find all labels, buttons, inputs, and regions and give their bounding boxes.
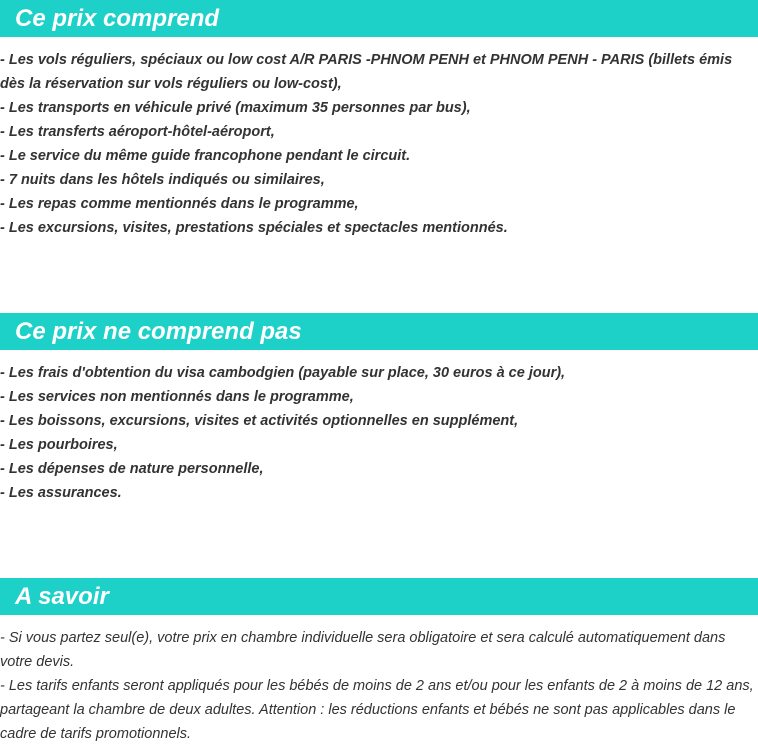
list-item: - Les pourboires, xyxy=(0,437,118,453)
list-item: - 7 nuits dans les hôtels indiqués ou similaires, xyxy=(0,172,325,188)
list-item: - Les frais d'obtention du visa cambodgien (payable sur place, 30 euros à ce jour), xyxy=(0,365,566,381)
section-title-price-includes: Ce prix comprend xyxy=(0,0,758,37)
list-item: - Les boissons, excursions, visites et activités optionnelles en supplément, xyxy=(0,413,519,429)
section-good-to-know xyxy=(0,578,758,746)
list-item: - Les services non mentionnés dans le programme, xyxy=(0,389,354,405)
list-item: - Les dépenses de nature personnelle, xyxy=(0,461,264,477)
list-item: - Le service du même guide francophone pendant le circuit. xyxy=(0,148,411,164)
list-item: - Les assurances. xyxy=(0,485,122,501)
list-item: - Si vous partez seul(e), votre prix en chambre individuelle sera obligatoire et sera calculé automatiquement dans votre devis. xyxy=(0,630,726,670)
price-excludes-list xyxy=(0,361,758,505)
list-item: - Les vols réguliers, spéciaux ou low cost A/R PARIS -PHNOM PENH et PHNOM PENH - PARIS (billets émis dès la réservation sur vols réguliers ou low-cost), xyxy=(0,52,733,92)
section-price-includes xyxy=(0,0,758,240)
section-price-excludes xyxy=(0,313,758,505)
section-title-good-to-know: A savoir xyxy=(0,578,758,615)
list-item: - Les transports en véhicule privé (maximum 35 personnes par bus), xyxy=(0,100,471,116)
list-item: - Les transferts aéroport-hôtel-aéroport, xyxy=(0,124,275,140)
list-item: - Les repas comme mentionnés dans le programme, xyxy=(0,196,359,212)
list-item: - Les tarifs enfants seront appliqués pour les bébés de moins de 2 ans et/ou pour les enfants de 2 à moins de 12 ans, partageant la chambre de deux adultes. Attention : les réductions enfants et bébés ne sont pas applicables dans le cadre de tarifs promotionnels. xyxy=(0,678,754,742)
list-item: - Les excursions, visites, prestations spéciales et spectacles mentionnés. xyxy=(0,220,508,236)
price-includes-list xyxy=(0,48,758,240)
good-to-know-list xyxy=(0,626,758,746)
section-title-price-excludes: Ce prix ne comprend pas xyxy=(0,313,758,350)
